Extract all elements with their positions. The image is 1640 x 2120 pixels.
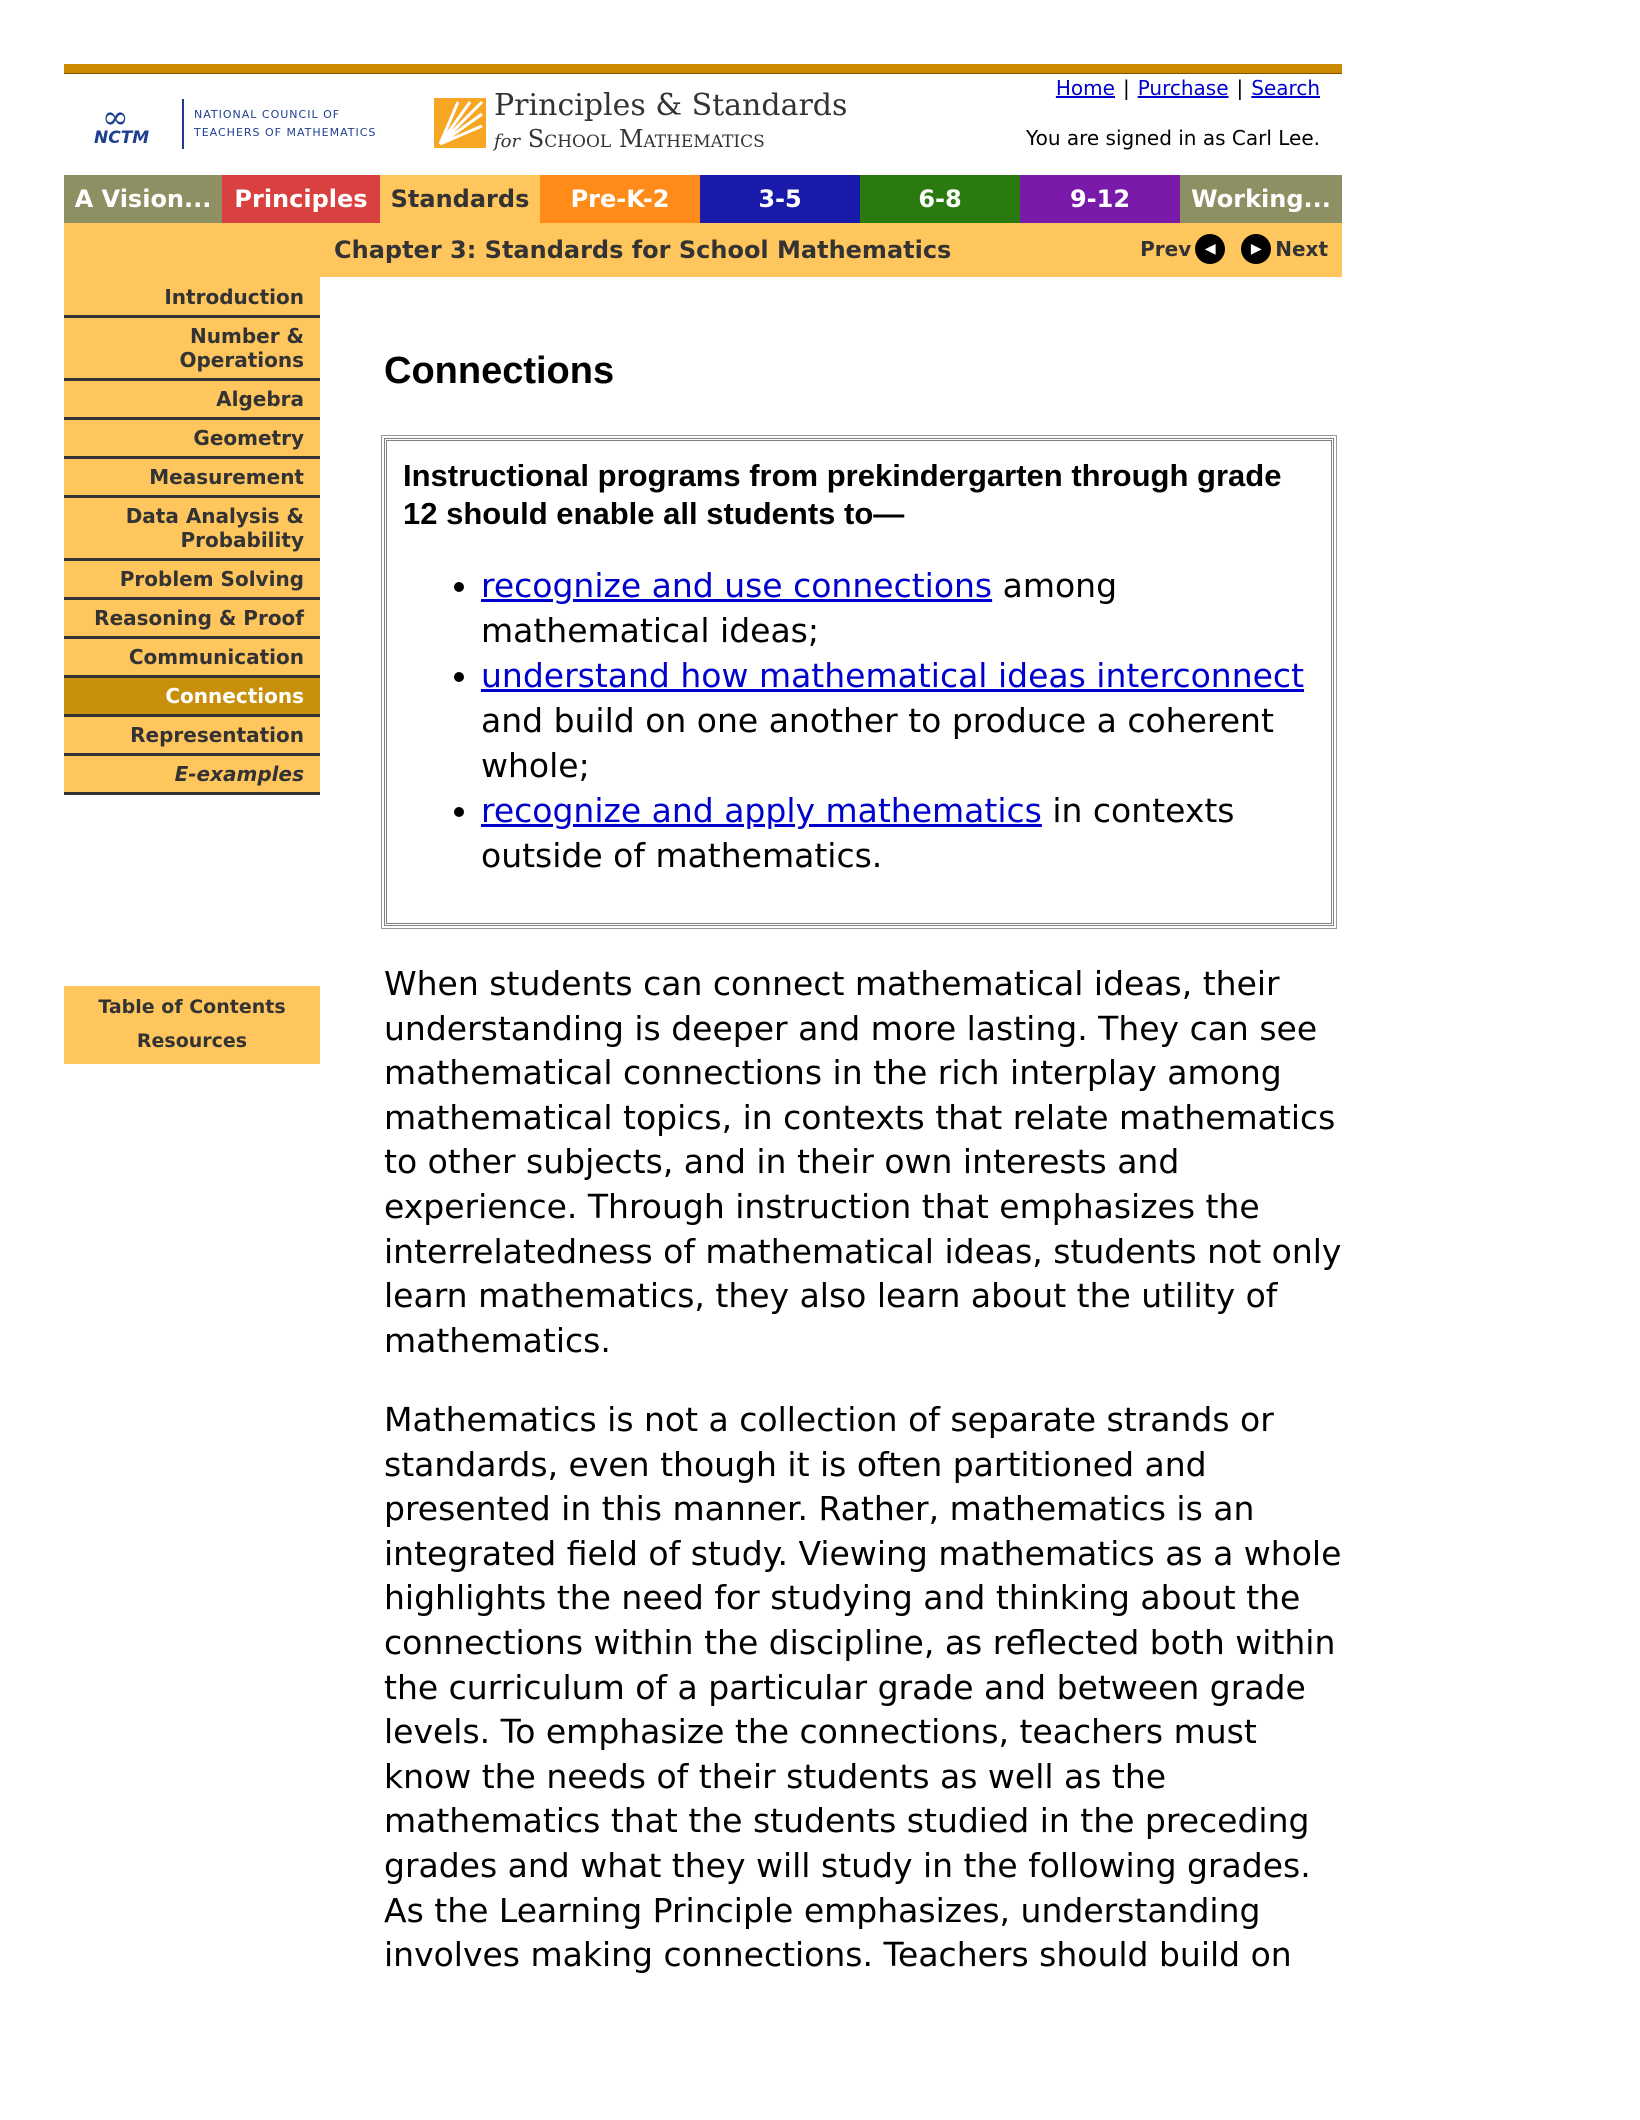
list-item xyxy=(481,653,1321,788)
sidebar-item-representation[interactable]: Representation xyxy=(64,717,320,756)
sidebar-item-introduction[interactable]: Introduction xyxy=(64,277,320,318)
standard-link[interactable]: recognize and use connections xyxy=(481,566,993,605)
search-link[interactable]: Search xyxy=(1251,76,1320,100)
link-separator: | xyxy=(1236,76,1244,100)
sidebar-item-connections[interactable]: Connections xyxy=(64,678,320,717)
sidebar-item-number-operations[interactable]: Number & Operations xyxy=(64,318,320,381)
next-arrow-icon[interactable]: ▶ xyxy=(1241,234,1271,264)
body-paragraph: Mathematics is not a collection of separate strands or standards, even though it is often partitioned and presented in this manner. Rather, mathematics is an integrated field of study. Viewing mathematics as a whole highlights the need for studying and thinking about the connections within the discipline, as reflected both within the curriculum of a particular grade and between grade levels. To emphasize the connections, teachers must know the needs of their students as well as the mathematics that the students studied in the preceding grades and what they will study in the following grades. As the Learning Principle emphasizes, understanding involves making connections. Teachers should build on xyxy=(384,1400,1342,1975)
standard-text: in contexts outside of mathematics. xyxy=(481,791,1235,875)
sidebar-item-communication[interactable]: Communication xyxy=(64,639,320,678)
pss-title-line1: Principles & Standards xyxy=(494,88,848,123)
next-label[interactable]: Next xyxy=(1275,237,1328,261)
nctm-abbr: NCTM xyxy=(94,128,150,148)
pss-sunburst-icon xyxy=(432,92,488,152)
standard-link[interactable]: understand how mathematical ideas interconnect xyxy=(481,656,1305,695)
pss-title-for: for xyxy=(494,131,521,152)
nctm-logo[interactable] xyxy=(94,96,376,152)
list-item xyxy=(481,788,1321,878)
tab-prek-2[interactable]: Pre-K-2 xyxy=(540,175,700,223)
nctm-divider xyxy=(182,99,184,149)
signed-in-status: You are signed in as Carl Lee. xyxy=(1026,126,1320,150)
standard-list xyxy=(453,563,1321,878)
sidebar-item-data-analysis[interactable]: Data Analysis & Probability xyxy=(64,498,320,561)
section-tab-bar xyxy=(64,175,1342,223)
pss-title-line2: School Mathematics xyxy=(527,125,765,153)
sidebar-nav xyxy=(64,277,320,795)
nctm-logo-mark xyxy=(94,96,176,152)
pss-logo[interactable] xyxy=(432,88,847,157)
body-paragraph: When students can connect mathematical ideas, their understanding is deeper and more lasting. They can see mathematical connections in the rich interplay among mathematical topics, in contexts that relate mathematics to other subjects, and in their own interests and experience. Through instruction that emphasizes the interrelatedness of mathematical ideas, students not only learn mathematics, they also learn about the utility of mathematics. xyxy=(384,964,1342,1360)
sidebar-item-algebra[interactable]: Algebra xyxy=(64,381,320,420)
chapter-bar xyxy=(64,223,1342,277)
prev-label[interactable]: Prev xyxy=(1140,237,1192,261)
purchase-link[interactable]: Purchase xyxy=(1137,76,1229,100)
sidebar-item-reasoning-proof[interactable]: Reasoning & Proof xyxy=(64,600,320,639)
tab-principles[interactable]: Principles xyxy=(222,175,380,223)
top-links xyxy=(1010,76,1320,100)
nctm-rings-icon: ∞ xyxy=(102,98,125,136)
standard-intro: Instructional programs from prekindergarten through grade 12 should enable all students to— xyxy=(403,458,1282,531)
page-title: Connections xyxy=(384,350,615,392)
home-link[interactable]: Home xyxy=(1055,76,1115,100)
sidebar-links-box xyxy=(64,986,320,1064)
sidebar-item-problem-solving[interactable]: Problem Solving xyxy=(64,561,320,600)
tab-9-12[interactable]: 9-12 xyxy=(1020,175,1180,223)
tab-standards[interactable]: Standards xyxy=(380,175,540,223)
tab-vision[interactable]: A Vision... xyxy=(64,175,222,223)
prev-next-nav xyxy=(1140,234,1328,264)
list-item xyxy=(481,563,1321,653)
table-of-contents-link[interactable]: Table of Contents xyxy=(98,996,286,1018)
tab-6-8[interactable]: 6-8 xyxy=(860,175,1020,223)
standard-link[interactable]: recognize and apply mathematics xyxy=(481,791,1042,830)
resources-link[interactable]: Resources xyxy=(136,1030,248,1052)
sidebar-item-measurement[interactable]: Measurement xyxy=(64,459,320,498)
standard-text: among mathematical ideas; xyxy=(481,566,1118,650)
chapter-title: Chapter 3: Standards for School Mathematics xyxy=(334,236,952,264)
nctm-name xyxy=(194,106,376,142)
tab-working[interactable]: Working... xyxy=(1180,175,1342,223)
tab-3-5[interactable]: 3-5 xyxy=(700,175,860,223)
standard-text: and build on one another to produce a coherent whole; xyxy=(481,701,1274,785)
prev-arrow-icon[interactable]: ◀ xyxy=(1195,234,1225,264)
pss-title-line2-wrap xyxy=(494,124,847,157)
link-separator: | xyxy=(1122,76,1130,100)
sidebar-item-geometry[interactable]: Geometry xyxy=(64,420,320,459)
nctm-name-line2: TEACHERS OF MATHEMATICS xyxy=(194,126,377,139)
nctm-name-line1: NATIONAL COUNCIL OF xyxy=(194,108,341,121)
header-top-rule xyxy=(64,64,1342,74)
standard-box xyxy=(384,438,1334,926)
sidebar-item-e-examples[interactable]: E-examples xyxy=(64,756,320,795)
